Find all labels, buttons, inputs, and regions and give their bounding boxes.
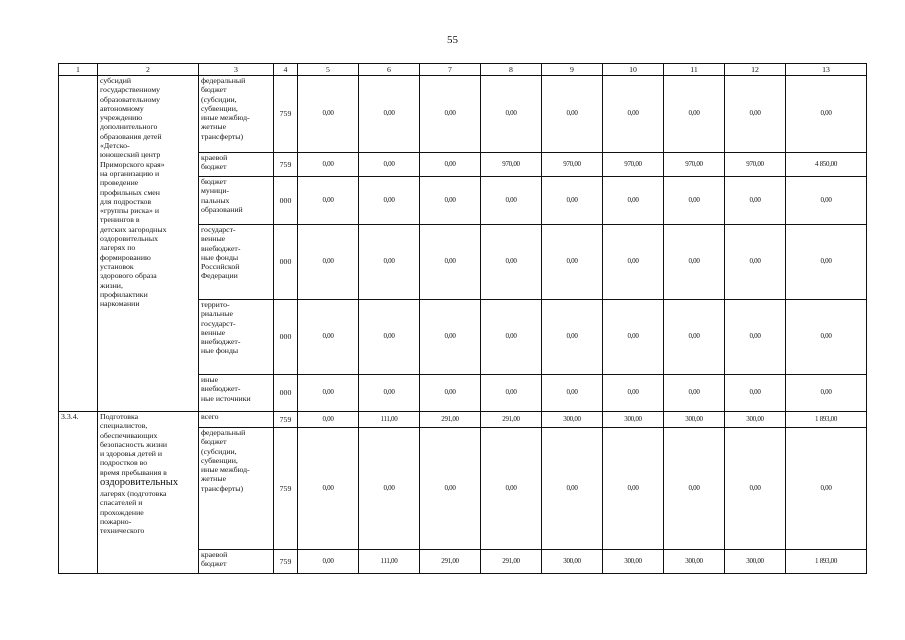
value-cell: 300,00 <box>603 550 664 574</box>
value-cell: 0,00 <box>420 300 481 375</box>
value-cell: 0,00 <box>298 412 359 428</box>
item-code <box>59 76 98 412</box>
value-cell: 0,00 <box>420 375 481 412</box>
column-header: 5 <box>298 64 359 76</box>
header-row <box>59 64 867 76</box>
value-cell: 0,00 <box>725 225 786 300</box>
value-cell: 0,00 <box>542 177 603 225</box>
column-header: 4 <box>274 64 298 76</box>
value-cell: 300,00 <box>603 412 664 428</box>
budget-code: 759 <box>274 428 298 550</box>
description-line: оздоровительных <box>100 234 158 244</box>
description-line: профилактики <box>100 289 148 299</box>
value-cell: 0,00 <box>481 375 542 412</box>
value-cell: 0,00 <box>725 428 786 550</box>
description-line: дополнительного <box>100 122 158 132</box>
funding-source: краевой бюджет <box>199 550 274 574</box>
description-line: Приморского края» <box>100 159 165 169</box>
value-cell: 0,00 <box>298 76 359 153</box>
description-line: профильных смен <box>100 187 160 197</box>
description-line: «группы риска» и <box>100 206 160 216</box>
description-line: автономному <box>100 103 144 113</box>
value-cell: 0,00 <box>359 177 420 225</box>
value-cell: 0,00 <box>542 225 603 300</box>
budget-code: 759 <box>274 153 298 177</box>
value-cell: 970,00 <box>481 153 542 177</box>
description-line: на организацию и <box>100 168 160 178</box>
table-row <box>59 412 867 428</box>
value-cell: 0,00 <box>481 225 542 300</box>
value-cell: 300,00 <box>542 412 603 428</box>
value-cell: 300,00 <box>725 550 786 574</box>
value-cell: 1 893,00 <box>786 412 867 428</box>
value-cell: 0,00 <box>664 300 725 375</box>
value-cell: 0,00 <box>359 428 420 550</box>
column-header: 10 <box>603 64 664 76</box>
value-cell: 0,00 <box>481 177 542 225</box>
value-cell: 1 893,00 <box>786 550 867 574</box>
item-description <box>98 76 199 412</box>
page-number: 55 <box>447 34 458 46</box>
value-cell: 0,00 <box>298 177 359 225</box>
value-cell: 970,00 <box>542 153 603 177</box>
value-cell: 0,00 <box>298 300 359 375</box>
value-cell: 970,00 <box>725 153 786 177</box>
value-cell: 0,00 <box>359 300 420 375</box>
description-line: детских загородных <box>100 224 167 234</box>
description-line: наркомании <box>100 299 140 309</box>
description-line: проведение <box>100 178 139 188</box>
column-header: 12 <box>725 64 786 76</box>
item-description <box>98 412 199 574</box>
value-cell: 111,00 <box>359 412 420 428</box>
value-cell: 0,00 <box>725 300 786 375</box>
budget-code: 000 <box>274 300 298 375</box>
value-cell: 0,00 <box>603 375 664 412</box>
description-text: Подготовка специалистов, обеспечивающих безопасность жизни и здоровья детей и подростков во время пребывания в <box>100 412 168 477</box>
value-cell: 0,00 <box>298 225 359 300</box>
value-cell: 0,00 <box>664 177 725 225</box>
value-cell: 300,00 <box>664 412 725 428</box>
value-cell: 291,00 <box>481 412 542 428</box>
column-header: 11 <box>664 64 725 76</box>
funding-source: террито- риальные государст- венные внебюджет- ные фонды <box>199 300 274 375</box>
description-line: формированию <box>100 252 151 262</box>
value-cell: 0,00 <box>664 225 725 300</box>
budget-code: 000 <box>274 177 298 225</box>
value-cell: 0,00 <box>481 428 542 550</box>
funding-source: государст- венные внебюджет- ные фонды Российской Федерации <box>199 225 274 300</box>
value-cell: 0,00 <box>359 76 420 153</box>
value-cell: 0,00 <box>298 153 359 177</box>
description-line: учреждению <box>100 113 143 123</box>
column-header: 8 <box>481 64 542 76</box>
funding-source: федеральный бюджет (субсидии, субвенции, иные межбюд- жетные трансферты) <box>199 76 274 153</box>
value-cell: 0,00 <box>542 375 603 412</box>
value-cell: 291,00 <box>420 550 481 574</box>
description-line: государственному <box>100 85 161 95</box>
funding-source: краевой бюджет <box>199 153 274 177</box>
value-cell: 0,00 <box>298 428 359 550</box>
value-cell: 0,00 <box>542 428 603 550</box>
value-cell: 0,00 <box>725 375 786 412</box>
value-cell: 0,00 <box>298 550 359 574</box>
value-cell: 0,00 <box>542 76 603 153</box>
budget-code: 000 <box>274 375 298 412</box>
column-header: 2 <box>98 64 199 76</box>
item-code: 3.3.4. <box>59 412 98 574</box>
value-cell: 0,00 <box>481 300 542 375</box>
value-cell: 300,00 <box>725 412 786 428</box>
column-header: 6 <box>359 64 420 76</box>
value-cell: 0,00 <box>603 428 664 550</box>
column-header: 1 <box>59 64 98 76</box>
budget-code: 759 <box>274 550 298 574</box>
value-cell: 0,00 <box>420 153 481 177</box>
funding-source: иные внебюджет- ные источники <box>199 375 274 412</box>
value-cell: 0,00 <box>664 428 725 550</box>
value-cell: 0,00 <box>725 177 786 225</box>
value-cell: 0,00 <box>420 225 481 300</box>
funding-source: всего <box>199 412 274 428</box>
column-header: 13 <box>786 64 867 76</box>
funding-source: федеральный бюджет (субсидии, субвенции, иные межбюд- жетные трансферты) <box>199 428 274 550</box>
value-cell: 300,00 <box>664 550 725 574</box>
value-cell: 0,00 <box>359 153 420 177</box>
description-line: установок <box>100 261 134 271</box>
description-line: для подростков <box>100 196 152 206</box>
description-line: образовательному <box>100 94 161 104</box>
value-cell: 0,00 <box>786 225 867 300</box>
description-text: лагерях (подготовка спасателей и прохождение пожарно- технического <box>100 489 167 536</box>
value-cell: 0,00 <box>664 375 725 412</box>
value-cell: 0,00 <box>603 225 664 300</box>
column-header: 9 <box>542 64 603 76</box>
table-row <box>59 76 867 153</box>
value-cell: 0,00 <box>359 225 420 300</box>
value-cell: 291,00 <box>481 550 542 574</box>
description-line: юношеский центр <box>100 150 161 160</box>
value-cell: 0,00 <box>420 76 481 153</box>
budget-code: 759 <box>274 412 298 428</box>
value-cell: 0,00 <box>481 76 542 153</box>
value-cell: 970,00 <box>603 153 664 177</box>
value-cell: 0,00 <box>786 428 867 550</box>
value-cell: 0,00 <box>725 76 786 153</box>
value-cell: 0,00 <box>603 76 664 153</box>
description-line: лагерях по <box>100 243 136 253</box>
description-line: жизни, <box>100 280 123 290</box>
value-cell: 970,00 <box>664 153 725 177</box>
description-line: здорового образа <box>100 271 157 281</box>
value-cell: 0,00 <box>420 428 481 550</box>
description-line: субсидий <box>100 76 132 85</box>
column-header: 7 <box>420 64 481 76</box>
value-cell: 0,00 <box>603 300 664 375</box>
value-cell: 0,00 <box>603 177 664 225</box>
value-cell: 291,00 <box>420 412 481 428</box>
budget-table <box>58 63 867 574</box>
column-header: 3 <box>199 64 274 76</box>
funding-source: бюджет муници- пальных образований <box>199 177 274 225</box>
value-cell: 300,00 <box>542 550 603 574</box>
value-cell: 0,00 <box>786 375 867 412</box>
description-text-large: оздоровительных <box>100 477 179 489</box>
value-cell: 0,00 <box>359 375 420 412</box>
value-cell: 111,00 <box>359 550 420 574</box>
value-cell: 0,00 <box>542 300 603 375</box>
value-cell: 0,00 <box>298 375 359 412</box>
value-cell: 0,00 <box>786 177 867 225</box>
value-cell: 0,00 <box>664 76 725 153</box>
value-cell: 0,00 <box>420 177 481 225</box>
description-line: образования детей <box>100 131 162 141</box>
budget-code: 759 <box>274 76 298 153</box>
value-cell: 0,00 <box>786 300 867 375</box>
value-cell: 0,00 <box>786 76 867 153</box>
budget-code: 000 <box>274 225 298 300</box>
description-line: «Детско- <box>100 141 130 151</box>
description-line: тренингов в <box>100 215 140 225</box>
value-cell: 4 850,00 <box>786 153 867 177</box>
